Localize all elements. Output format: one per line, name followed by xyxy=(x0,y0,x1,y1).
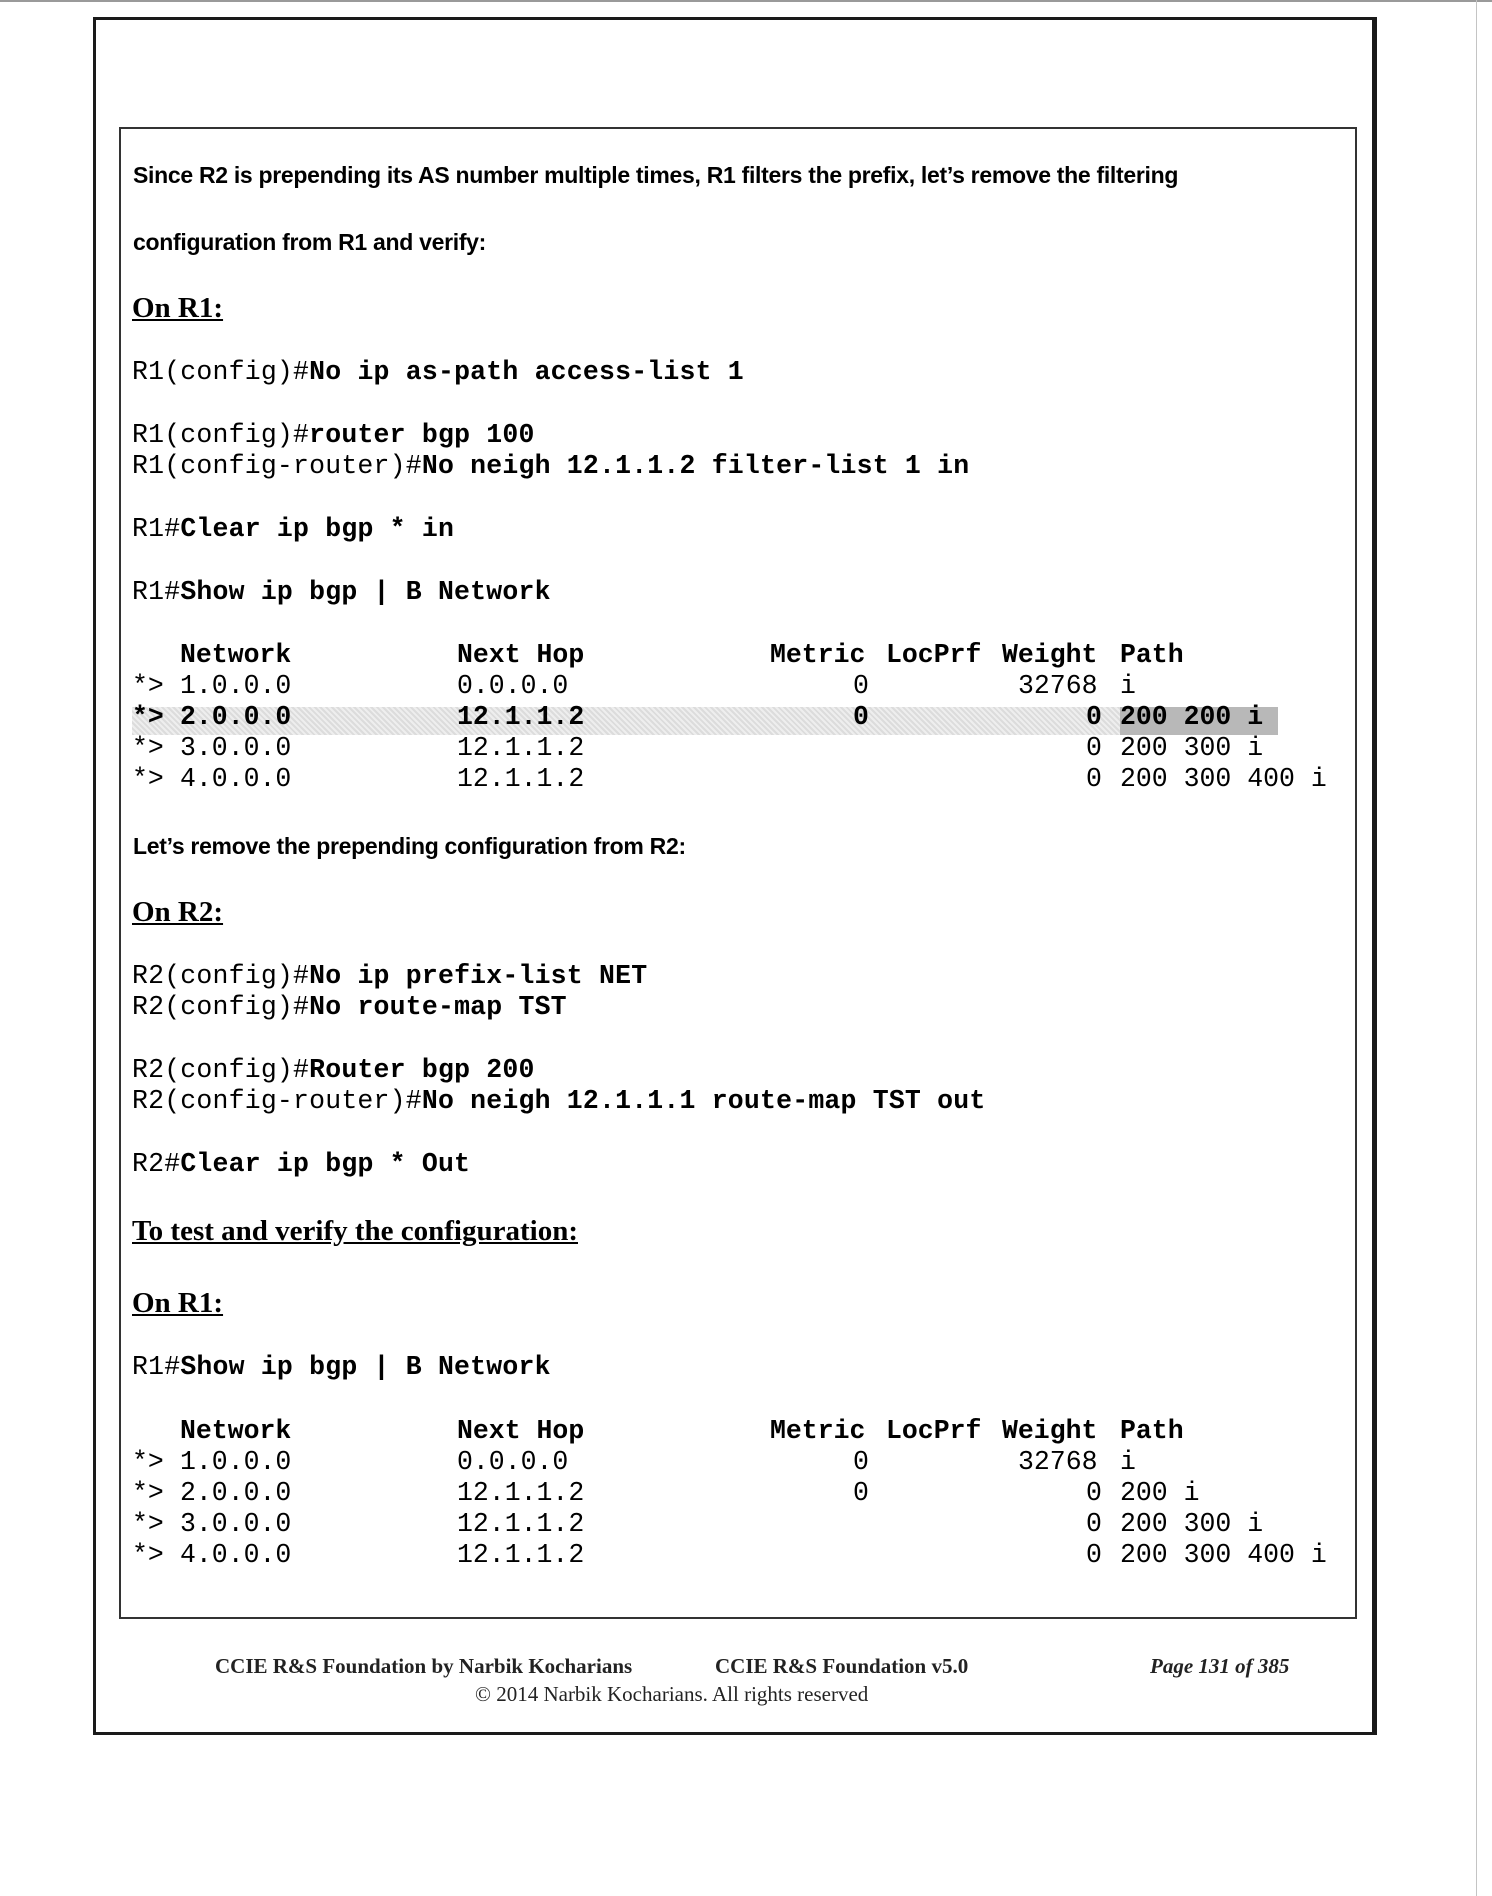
cell-network: 3.0.0.0 xyxy=(180,1509,292,1539)
col-header-network: Network xyxy=(180,640,292,670)
cli-command xyxy=(132,451,969,482)
highlighted-row-background xyxy=(132,707,1278,735)
cell-metric: 0 xyxy=(853,702,869,732)
cell-weight: 0 xyxy=(1086,764,1102,794)
cell-network: 2.0.0.0 xyxy=(180,702,292,732)
intro-line-2: configuration from R1 and verify: xyxy=(133,229,487,255)
cli-prompt: R2(config-router)# xyxy=(132,1086,422,1116)
cli-prompt: R2(config)# xyxy=(132,992,310,1022)
cell-next-hop: 12.1.1.2 xyxy=(457,1478,585,1508)
cell-weight: 0 xyxy=(1086,733,1102,763)
cell-weight: 0 xyxy=(1086,1540,1102,1570)
cli-input: No neigh 12.1.1.2 filter-list 1 in xyxy=(421,451,970,481)
cli-input: Show ip bgp | B Network xyxy=(180,577,551,607)
cell-path: 200 300 i xyxy=(1120,1509,1264,1539)
footer-edition: CCIE R&S Foundation v5.0 xyxy=(715,1654,969,1678)
cell-network: 3.0.0.0 xyxy=(180,733,292,763)
table-row-highlighted xyxy=(0,702,1264,733)
cell-next-hop: 12.1.1.2 xyxy=(457,733,585,763)
cell-status: *> xyxy=(132,671,164,701)
cli-input: Show ip bgp | B Network xyxy=(180,1352,551,1382)
cell-weight: 32768 xyxy=(1018,1447,1098,1477)
cell-status: *> xyxy=(132,1447,164,1477)
cell-next-hop: 12.1.1.2 xyxy=(457,1509,585,1539)
cli-prompt: R1(config-router)# xyxy=(132,451,422,481)
col-header-metric: Metric xyxy=(770,1416,866,1446)
cell-next-hop: 12.1.1.2 xyxy=(457,764,585,794)
cell-network: 2.0.0.0 xyxy=(180,1478,292,1508)
cli-prompt: R2(config)# xyxy=(132,1055,310,1085)
cell-metric: 0 xyxy=(853,1478,869,1508)
cli-input: No neigh 12.1.1.1 route-map TST out xyxy=(421,1086,986,1116)
content-box xyxy=(119,127,1357,1619)
table-row xyxy=(0,671,1136,702)
col-header-metric: Metric xyxy=(770,640,866,670)
cell-path: 200 300 i xyxy=(1120,733,1264,763)
cli-prompt: R1# xyxy=(132,514,181,544)
col-header-weight: Weight xyxy=(1002,640,1098,670)
cell-path: i xyxy=(1120,671,1136,701)
cell-path: 200 200 i xyxy=(1120,702,1264,732)
cell-next-hop: 12.1.1.2 xyxy=(457,1540,585,1570)
cli-input: No route-map TST xyxy=(309,992,567,1022)
cell-network: 4.0.0.0 xyxy=(180,1540,292,1570)
cell-weight: 32768 xyxy=(1018,671,1098,701)
section-heading-on-r1-verify: On R1: xyxy=(132,1287,224,1319)
footer-page-number: Page 131 of 385 xyxy=(1150,1654,1290,1678)
table-row xyxy=(0,1447,1136,1478)
cli-command xyxy=(132,357,744,388)
cell-weight: 0 xyxy=(1086,1478,1102,1508)
footer-author: CCIE R&S Foundation by Narbik Kocharians xyxy=(215,1654,633,1678)
cell-next-hop: 0.0.0.0 xyxy=(457,671,569,701)
cell-metric: 0 xyxy=(853,1447,869,1477)
cell-metric: 0 xyxy=(853,671,869,701)
cell-status: *> xyxy=(132,1509,164,1539)
col-header-path: Path xyxy=(1120,1416,1184,1446)
cli-command xyxy=(132,1149,470,1180)
col-header-next-hop: Next Hop xyxy=(457,1416,585,1446)
cli-input: No ip prefix-list NET xyxy=(309,961,648,991)
cli-command xyxy=(132,514,454,545)
table-row xyxy=(0,1540,1327,1571)
transition-text: Let’s remove the prepending configuration from R2: xyxy=(133,833,686,859)
cell-path: 200 i xyxy=(1120,1478,1200,1508)
col-header-network: Network xyxy=(180,1416,292,1446)
cell-path: 200 300 400 i xyxy=(1120,764,1327,794)
cell-status: *> xyxy=(132,1540,164,1570)
cell-path: i xyxy=(1120,1447,1136,1477)
cli-command xyxy=(132,961,647,992)
scan-edge-top xyxy=(0,0,1492,2)
footer-copyright: © 2014 Narbik Kocharians. All rights reserved xyxy=(475,1682,869,1706)
section-heading-test-verify: To test and verify the configuration: xyxy=(132,1215,578,1247)
cell-next-hop: 12.1.1.2 xyxy=(457,702,585,732)
cell-weight: 0 xyxy=(1086,702,1102,732)
scan-edge-right xyxy=(1476,0,1477,1896)
cli-command xyxy=(132,420,535,451)
cell-status: *> xyxy=(132,702,164,732)
table-row xyxy=(0,1509,1264,1540)
cli-prompt: R2(config)# xyxy=(132,961,310,991)
col-header-next-hop: Next Hop xyxy=(457,640,585,670)
cli-input: No ip as-path access-list 1 xyxy=(309,357,744,387)
cli-prompt: R1# xyxy=(132,1352,181,1382)
cell-network: 4.0.0.0 xyxy=(180,764,292,794)
table-row xyxy=(0,733,1264,764)
cli-command xyxy=(132,577,551,608)
col-header-locprf: LocPrf xyxy=(886,640,982,670)
table-row xyxy=(0,764,1327,795)
col-header-weight: Weight xyxy=(1002,1416,1098,1446)
cli-prompt: R1(config)# xyxy=(132,357,310,387)
bgp-table-header xyxy=(0,640,1184,671)
cell-status: *> xyxy=(132,764,164,794)
cli-input: Router bgp 200 xyxy=(309,1055,535,1085)
intro-line-1: Since R2 is prepending its AS number multiple times, R1 filters the prefix, let’s remove the filtering xyxy=(133,162,1179,188)
cli-prompt: R2# xyxy=(132,1149,181,1179)
cell-status: *> xyxy=(132,1478,164,1508)
cli-input: Clear ip bgp * in xyxy=(180,514,455,544)
cli-command xyxy=(132,1086,985,1117)
section-heading-on-r2: On R2: xyxy=(132,896,224,928)
bgp-table-header xyxy=(0,1416,1184,1447)
cell-weight: 0 xyxy=(1086,1509,1102,1539)
cell-status: *> xyxy=(132,733,164,763)
cell-path: 200 300 400 i xyxy=(1120,1540,1327,1570)
cli-prompt: R1(config)# xyxy=(132,420,310,450)
cell-next-hop: 0.0.0.0 xyxy=(457,1447,569,1477)
col-header-locprf: LocPrf xyxy=(886,1416,982,1446)
cell-network: 1.0.0.0 xyxy=(180,671,292,701)
cli-input: Clear ip bgp * Out xyxy=(180,1149,471,1179)
col-header-path: Path xyxy=(1120,640,1184,670)
cell-network: 1.0.0.0 xyxy=(180,1447,292,1477)
cli-prompt: R1# xyxy=(132,577,181,607)
table-row xyxy=(0,1478,1200,1509)
cli-command xyxy=(132,992,567,1023)
section-heading-on-r1: On R1: xyxy=(132,292,224,324)
cli-command xyxy=(132,1352,551,1383)
cli-command xyxy=(132,1055,535,1086)
cli-input: router bgp 100 xyxy=(309,420,535,450)
